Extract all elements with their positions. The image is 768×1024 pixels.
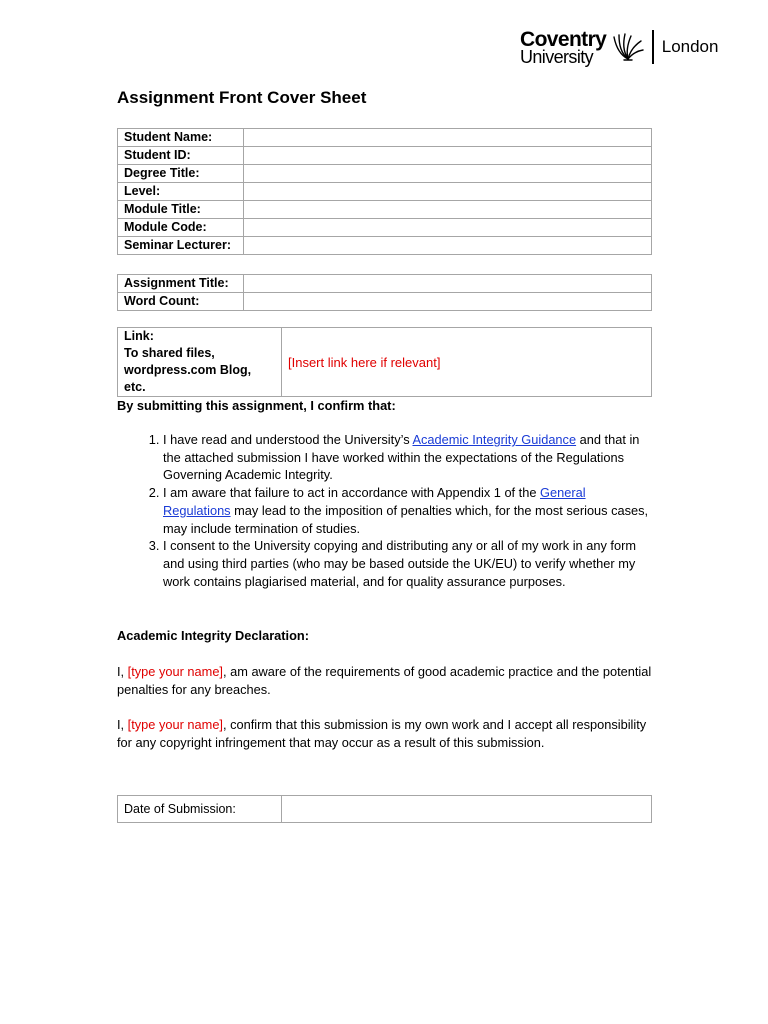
logo-campus: London	[661, 37, 719, 56]
student-details-table	[117, 128, 652, 255]
item-text: I have read and understood the University’s	[163, 432, 413, 447]
table-row	[118, 275, 652, 293]
field-label: Degree Title:	[118, 165, 244, 183]
item-text: I am aware that failure to act in accordance with Appendix 1 of the	[163, 485, 541, 501]
confirm-heading: By submitting this assignment, I confirm that:	[117, 398, 396, 413]
field-label: Assignment Title:	[118, 275, 244, 293]
assignment-details-table	[117, 274, 652, 311]
student-id-field[interactable]	[244, 147, 652, 165]
link-field[interactable]: [Insert link here if relevant]	[282, 328, 652, 397]
module-code-field[interactable]	[244, 219, 652, 237]
academic-integrity-guidance-link[interactable]: Academic Integrity Guidance	[412, 432, 577, 447]
table-row	[118, 796, 652, 823]
logo-divider	[652, 30, 654, 64]
link-label-detail: To shared files,	[124, 346, 215, 360]
declaration-text: , confirm that this submission is my own work and I accept all responsibility for any copyright infringement that may occur as a result of this submission.	[117, 717, 647, 750]
general-regulations-link[interactable]: General Regulations	[163, 485, 586, 518]
table-row	[118, 129, 652, 147]
logo-word-university: University	[520, 46, 594, 67]
seminar-lecturer-field[interactable]	[244, 237, 652, 255]
field-label: Seminar Lecturer:	[118, 237, 244, 255]
field-label: Module Code:	[118, 219, 244, 237]
list-item	[163, 431, 652, 484]
assignment-title-field[interactable]	[244, 275, 652, 293]
declaration-text: , am aware of the requirements of good academic practice and the potential penalties for any breaches.	[117, 664, 652, 697]
table-row	[118, 237, 652, 255]
confirmation-list	[117, 431, 652, 590]
declaration-text: I,	[117, 717, 128, 732]
name-placeholder[interactable]: [type your name]	[127, 717, 223, 732]
field-label: Word Count:	[118, 293, 244, 311]
item-text: I consent to the University copying and distributing any or all of my work in any form and using third parties (who may be based outside the UK/EU) to verify whether my work contains plagiarised material, and for quality assurance purposes.	[163, 538, 636, 589]
field-label: Module Title:	[118, 201, 244, 219]
logo-word-coventry: Coventry	[520, 27, 607, 51]
item-text: and that in the attached submission I have worked within the expectations of the Regulations Governing Academic Integrity.	[163, 432, 640, 483]
word-count-field[interactable]	[244, 293, 652, 311]
link-label-detail: wordpress.com Blog, etc.	[124, 363, 252, 394]
link-label-cell	[118, 328, 282, 397]
phoenix-icon	[610, 29, 646, 65]
submission-date-table	[117, 795, 652, 823]
declaration-heading: Academic Integrity Declaration:	[117, 628, 310, 643]
university-logo	[520, 28, 718, 66]
submission-date-field[interactable]	[282, 796, 652, 823]
table-row	[118, 219, 652, 237]
list-item	[163, 484, 652, 537]
declaration-text: I,	[117, 664, 128, 679]
declaration-own-work	[117, 716, 652, 751]
table-row	[118, 165, 652, 183]
degree-title-field[interactable]	[244, 165, 652, 183]
level-field[interactable]	[244, 183, 652, 201]
table-row	[118, 328, 652, 397]
page-title: Assignment Front Cover Sheet	[117, 88, 367, 107]
field-label: Date of Submission:	[118, 796, 282, 823]
name-placeholder[interactable]: [type your name]	[127, 664, 223, 679]
student-name-field[interactable]	[244, 129, 652, 147]
declaration-awareness	[117, 663, 652, 698]
table-row	[118, 201, 652, 219]
item-text: may lead to the imposition of penalties which, for the most serious cases, may include termination of studies.	[163, 502, 649, 536]
field-label: Student ID:	[118, 147, 244, 165]
module-title-field[interactable]	[244, 201, 652, 219]
field-label: Student Name:	[118, 129, 244, 147]
field-label: Level:	[118, 183, 244, 201]
link-table	[117, 327, 652, 397]
table-row	[118, 147, 652, 165]
table-row	[118, 293, 652, 311]
logo-wordmark	[520, 29, 606, 66]
list-item	[163, 537, 652, 590]
table-row	[118, 183, 652, 201]
link-label: Link:	[124, 329, 154, 343]
